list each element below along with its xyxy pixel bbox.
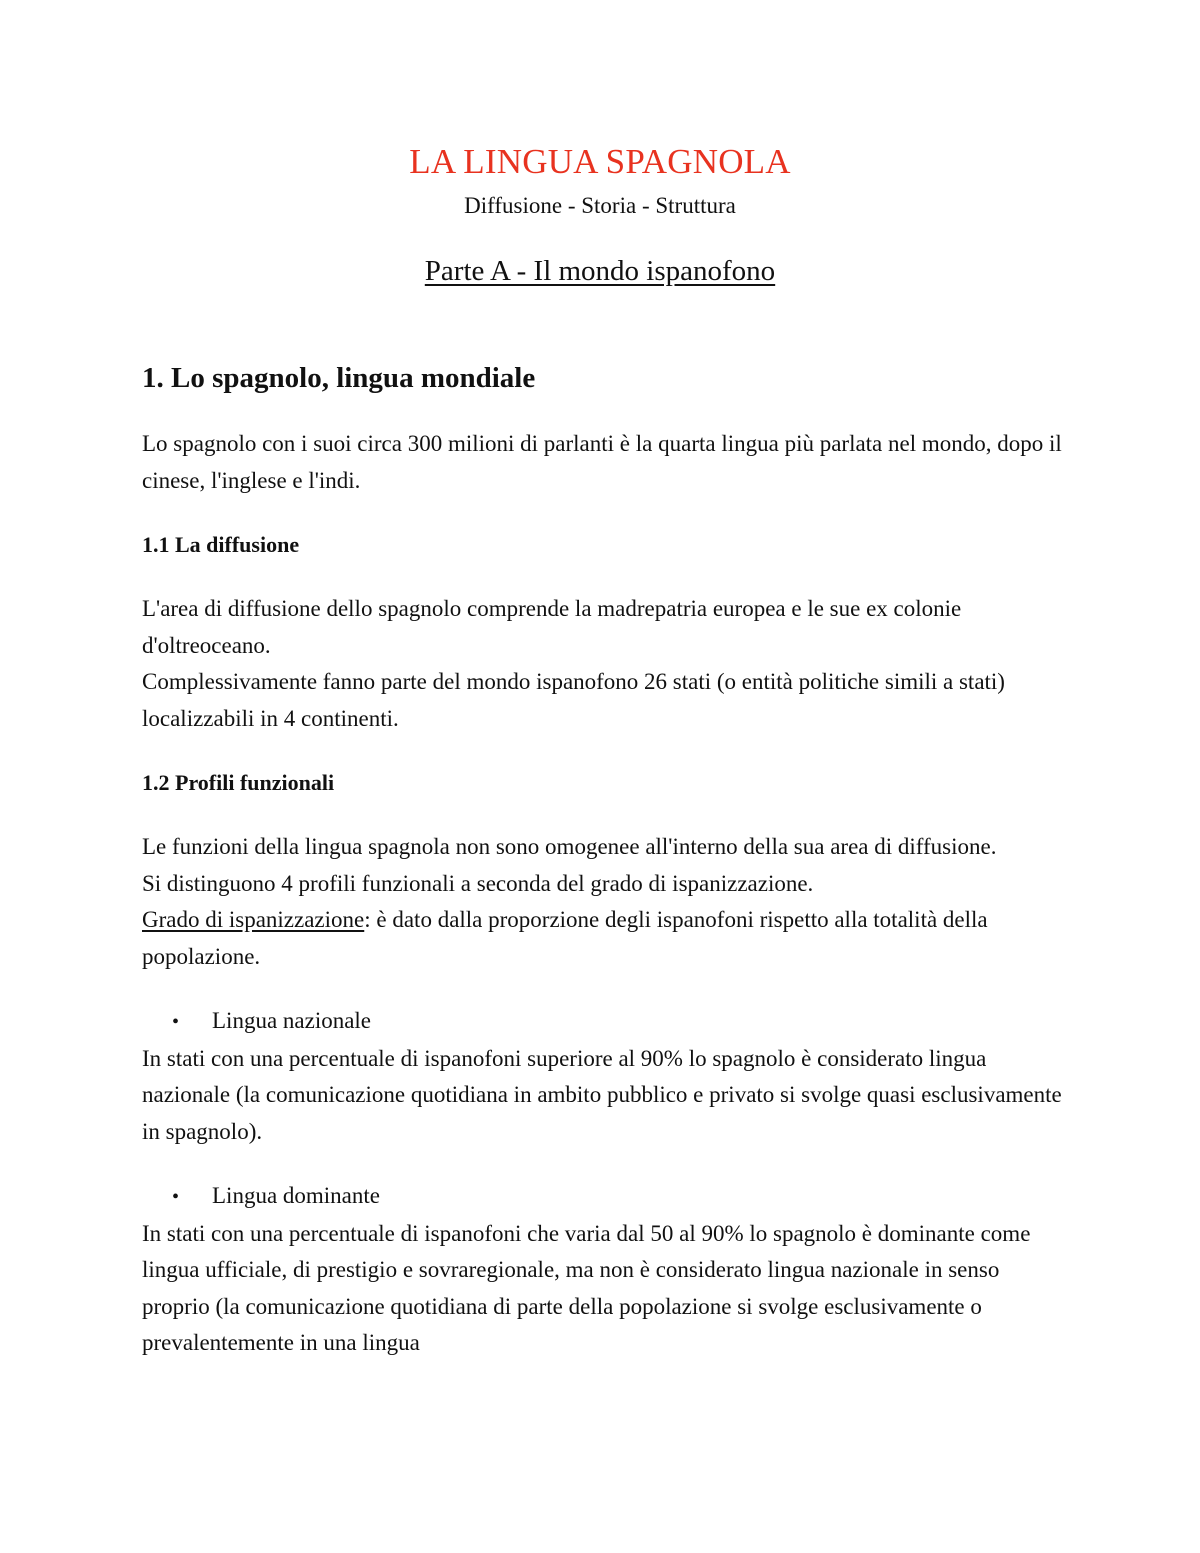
section-1-2-heading: 1.2 Profili funzionali bbox=[142, 770, 335, 795]
bullet-paragraph: In stati con una percentuale di ispanofoni che varia dal 50 al 90% lo spagnolo è dominante come lingua ufficiale, di prestigio e sovraregionale, ma non è considerato lingua nazionale in senso proprio (la comunicazione quotidiana di parte della popolazione si svolge esclusivamente o prevalentemente in una lingua bbox=[142, 1220, 1031, 1355]
section-1-2-paragraph bbox=[142, 829, 1062, 975]
section-1-1-paragraph bbox=[142, 591, 1062, 737]
defined-term: Grado di ispanizzazione bbox=[142, 907, 365, 932]
document-body bbox=[142, 358, 1062, 1390]
bullet-icon: • bbox=[172, 1011, 180, 1033]
document-title: LA LINGUA SPAGNOLA bbox=[409, 142, 791, 181]
section-1-heading: 1. Lo spagnolo, lingua mondiale bbox=[142, 362, 536, 394]
section-1-2-line-1: Le funzioni della lingua spagnola non sono omogenee all'interno della sua area di diffusione. bbox=[142, 834, 997, 859]
section-1-2-line-2: Si distinguono 4 profili funzionali a seconda del grado di ispanizzazione. bbox=[142, 870, 814, 896]
document-subtitle: Diffusione - Storia - Struttura bbox=[464, 193, 736, 218]
section-1-1-heading: 1.1 La diffusione bbox=[142, 532, 300, 557]
term-definition: : è dato dalla proporzione degli ispanofoni rispetto alla totalità della popolazione. bbox=[142, 907, 988, 969]
bullet-label: Lingua nazionale bbox=[212, 1008, 372, 1033]
bullet-label: Lingua dominante bbox=[212, 1183, 380, 1208]
section-1-1-line-2: Complessivamente fanno parte del mondo ispanofono 26 stati (o entità politiche simili a stati) localizzabili in 4 continenti. bbox=[142, 669, 1005, 731]
part-heading bbox=[0, 255, 1200, 288]
bullet-icon: • bbox=[172, 1186, 180, 1208]
bullet-item-lingua-nazionale bbox=[142, 1003, 1062, 1041]
part-heading-text: Parte A - Il mondo ispanofono bbox=[424, 255, 776, 287]
section-1-1-line-1: L'area di diffusione dello spagnolo comprende la madrepatria europea e le sue ex colonie d'oltreoceano. bbox=[142, 596, 962, 658]
bullet-item-lingua-dominante bbox=[142, 1178, 1062, 1216]
section-1-paragraph: Lo spagnolo con i suoi circa 300 milioni di parlanti è la quarta lingua più parlata nel mondo, dopo il cinese, l'inglese e l'indi. bbox=[142, 431, 1062, 493]
bullet-paragraph: In stati con una percentuale di ispanofoni superiore al 90% lo spagnolo è considerato lingua nazionale (la comunicazione quotidiana in ambito pubblico e privato si svolge quasi esclusivamente in spagnolo). bbox=[142, 1045, 1062, 1144]
